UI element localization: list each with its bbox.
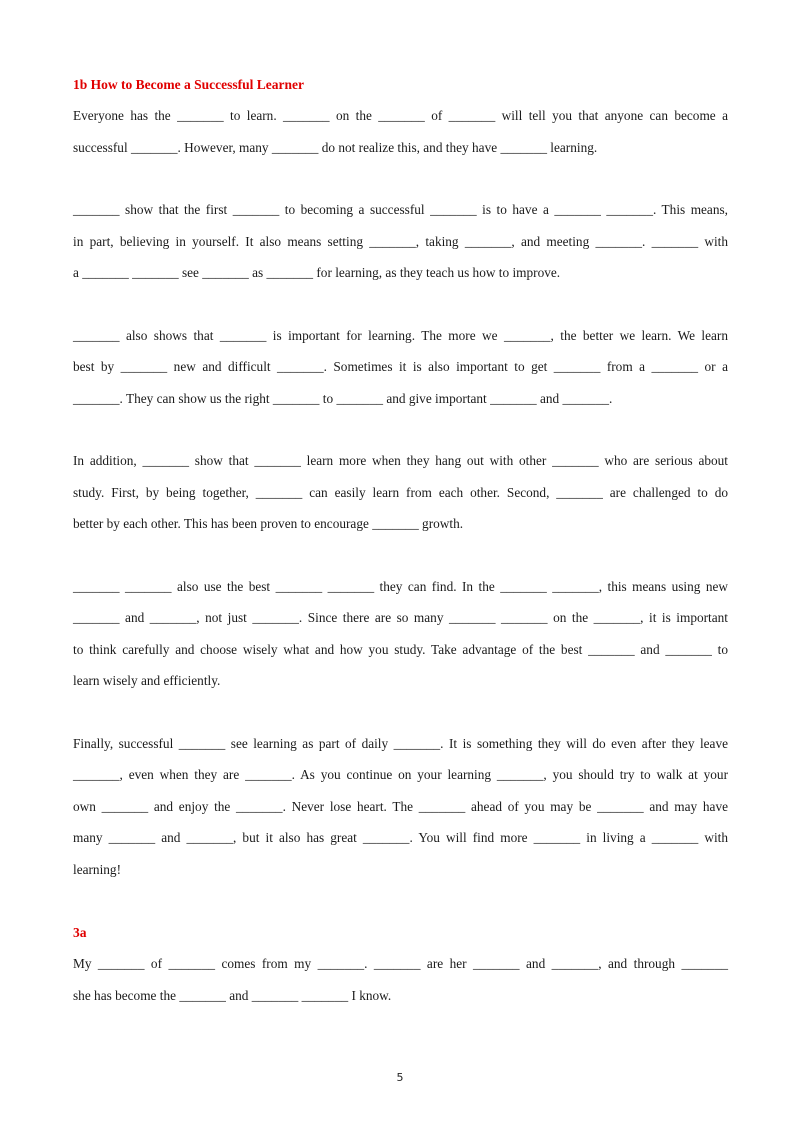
text-line: best by _______ new and difficult _______. Sometimes it is also important to get _______ from a _______ or a (73, 359, 728, 374)
text-line: in part, believing in yourself. It also means setting _______, taking _______, and meeting _______. _______ with (73, 234, 728, 249)
text-line: In addition, _______ show that _______ learn more when they hang out with other _______ who are serious about (73, 453, 728, 468)
text-line: learn wisely and efficiently. (73, 673, 221, 688)
page-number: 5 (396, 1071, 404, 1084)
text-line: a _______ _______ see _______ as _______ for learning, as they teach us how to improve. (73, 265, 561, 280)
text-line: _______ _______ also use the best _______ _______ they can find. In the _______ _______, this means using new (73, 579, 728, 594)
text-line: to think carefully and choose wisely what and how you study. Take advantage of the best _______ and _______ to (73, 642, 728, 657)
section-1b-title: 1b How to Become a Successful Learner (73, 77, 304, 92)
text-line: she has become the _______ and _______ _______ I know. (73, 988, 392, 1003)
text-line: better by each other. This has been proven to encourage _______ growth. (73, 516, 464, 531)
section-3a-title: 3a (73, 925, 87, 940)
text-line: successful _______. However, many _______ do not realize this, and they have _______ learning. (73, 140, 598, 155)
text-line: many _______ and _______, but it also has great _______. You will find more _______ in living a _______ with (73, 830, 728, 845)
text-line: _______. They can show us the right _______ to _______ and give important _______ and _______. (73, 391, 613, 406)
text-line: _______ and _______, not just _______. Since there are so many _______ _______ on the _______, it is important (73, 610, 728, 625)
text-line: study. First, by being together, _______ can easily learn from each other. Second, _______ are challenged to do (73, 485, 728, 500)
text-line: Finally, successful _______ see learning as part of daily _______. It is something they will do even after they leave (73, 736, 728, 751)
text-line: own _______ and enjoy the _______. Never lose heart. The _______ ahead of you may be _______ and may have (73, 799, 728, 814)
text-line: Everyone has the _______ to learn. _______ on the _______ of _______ will tell you that anyone can become a (73, 108, 728, 123)
text-line: _______ also shows that _______ is important for learning. The more we _______, the better we learn. We learn (73, 328, 728, 343)
text-line: _______, even when they are _______. As you continue on your learning _______, you should try to walk at your (73, 767, 728, 782)
text-line: learning! (73, 862, 121, 877)
text-line: _______ show that the first _______ to becoming a successful _______ is to have a _______ _______. This means, (73, 202, 728, 217)
text-line: My _______ of _______ comes from my _______. _______ are her _______ and _______, and through _______ (73, 956, 728, 971)
